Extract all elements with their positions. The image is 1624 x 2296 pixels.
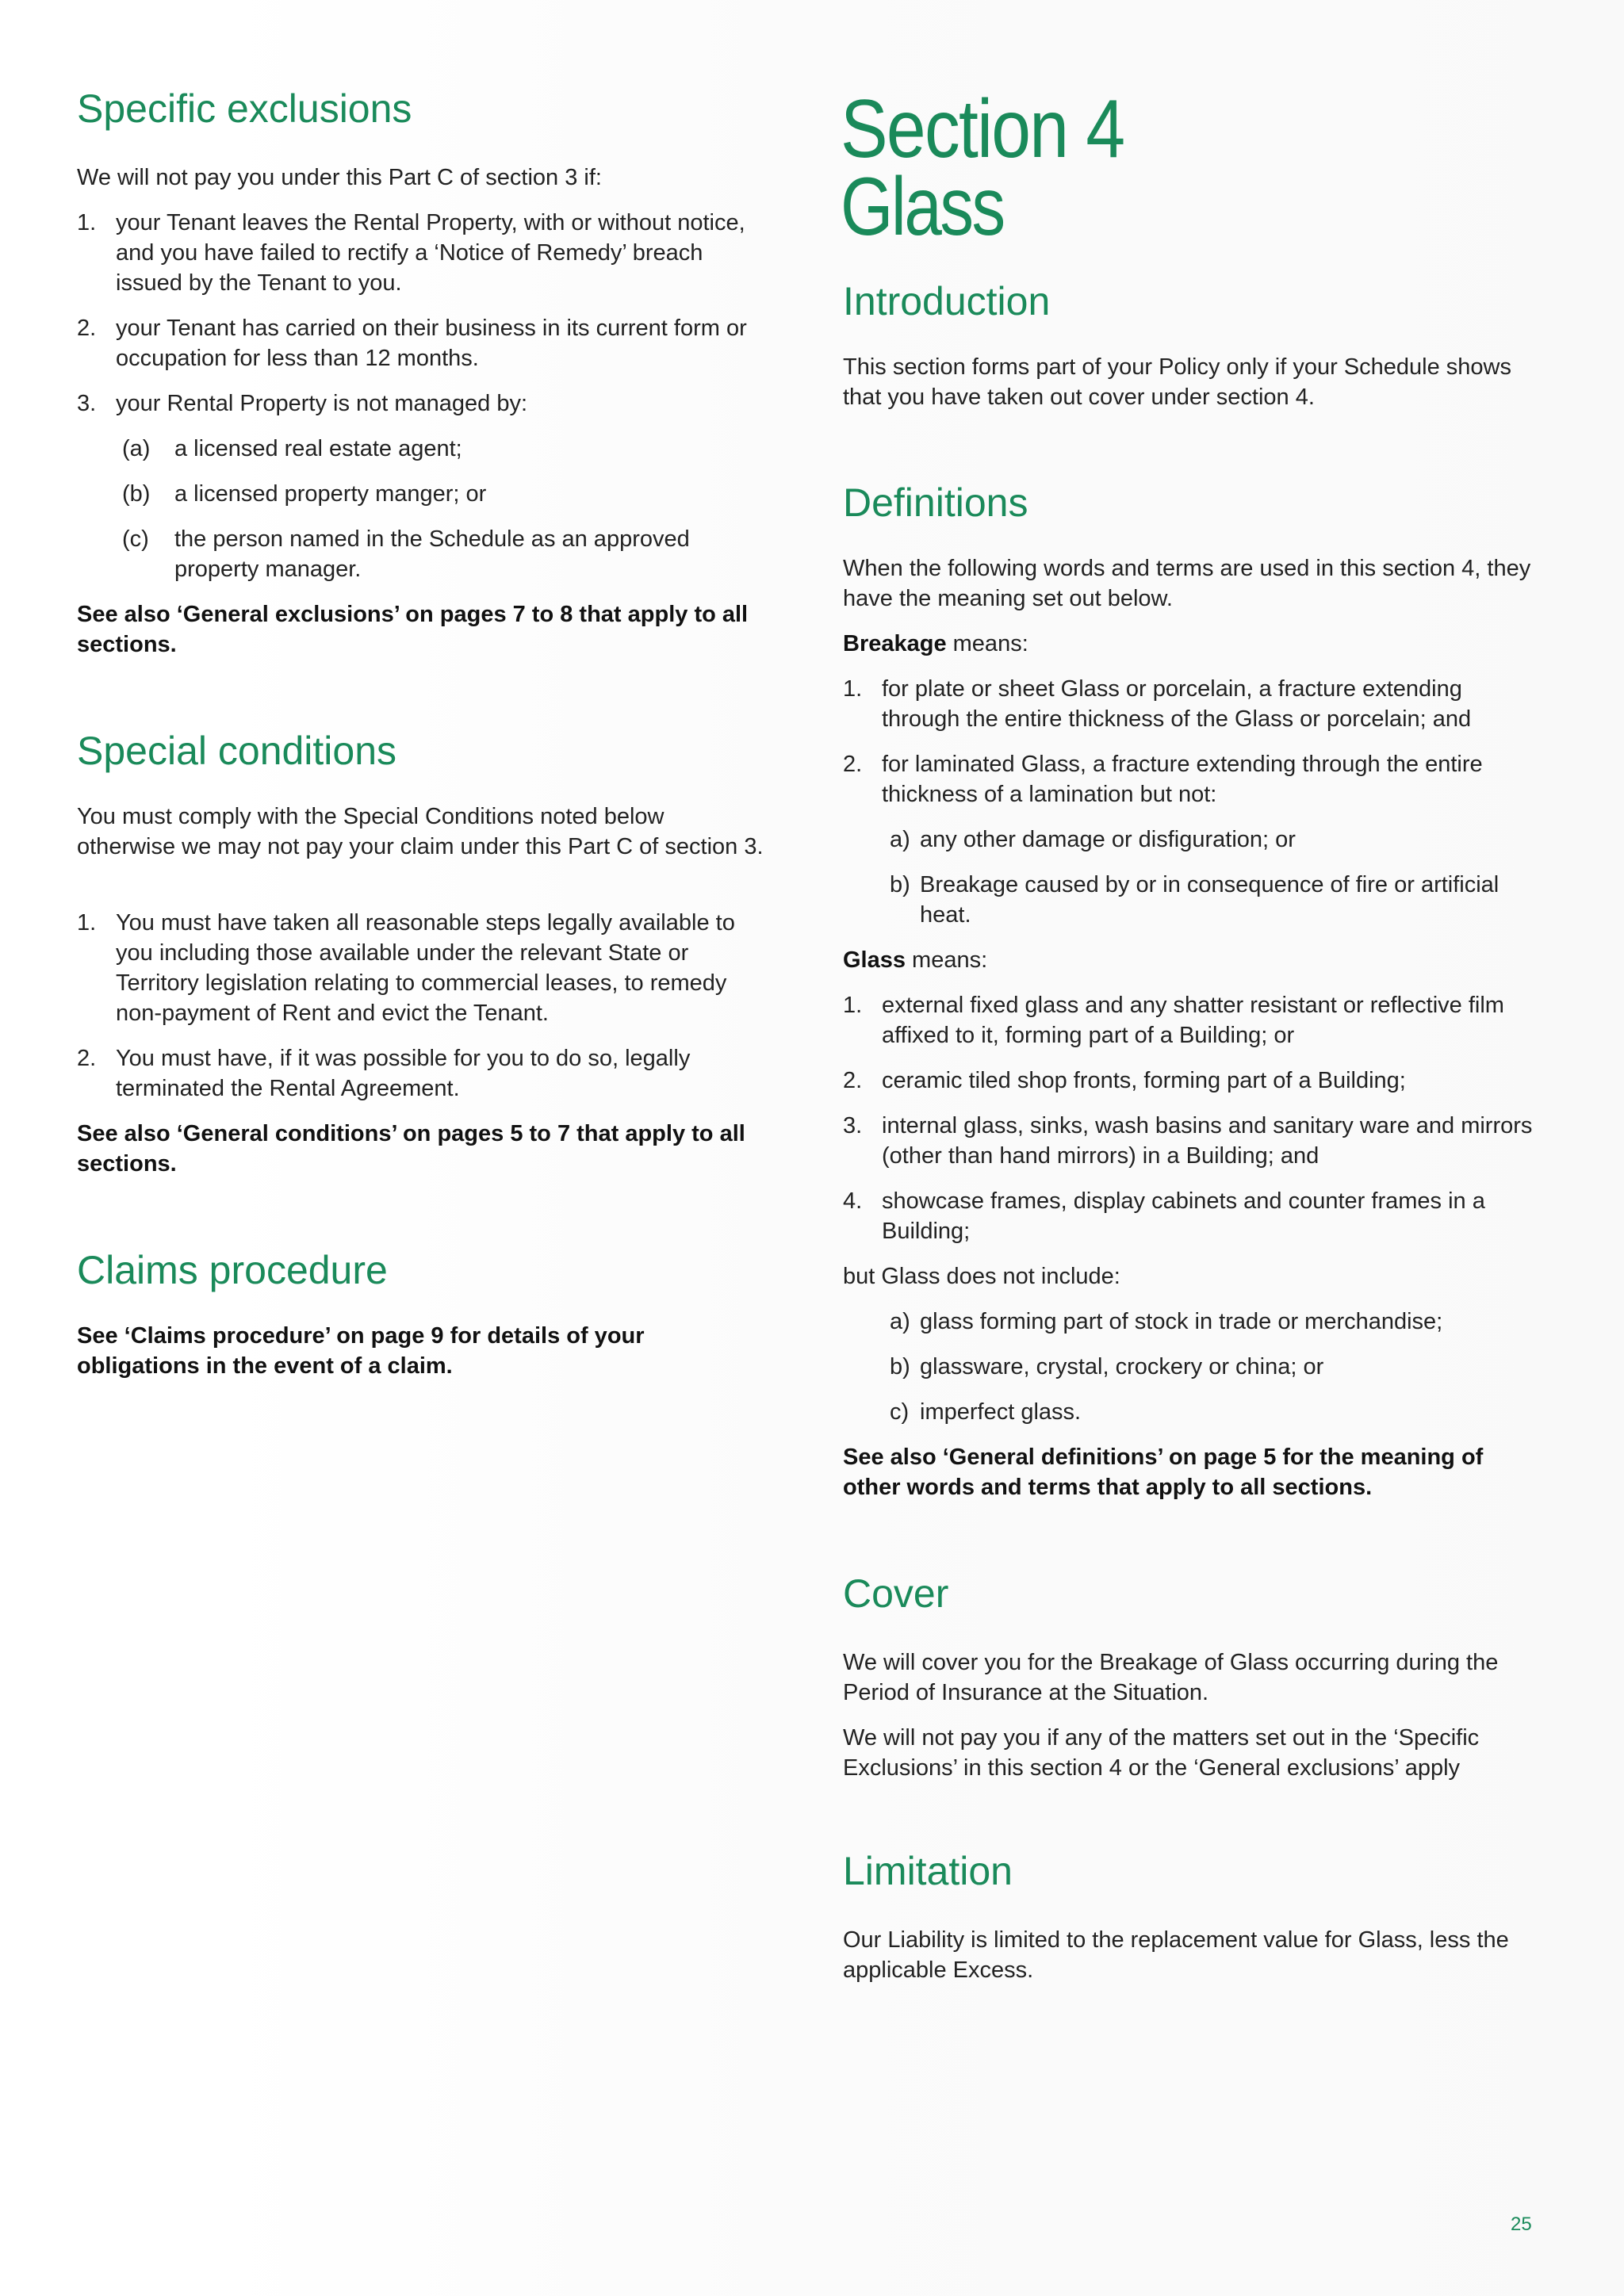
list-item (843, 749, 1541, 809)
list-number: 1. (77, 910, 97, 936)
heading-specific-exclusions: Specific exclusions (77, 86, 412, 131)
list-number: 4. (843, 1188, 863, 1214)
list-text: internal glass, sinks, wash basins and sanitary ware and mirrors (other than hand mirrors) in a Building; and (882, 1113, 1533, 1169)
list-number: (c) (122, 526, 149, 552)
list-item (843, 1111, 1541, 1171)
list-text: showcase frames, display cabinets and counter frames in a Building; (882, 1188, 1485, 1244)
heading-special-conditions: Special conditions (77, 729, 397, 773)
list-text: any other damage or disfiguration; or (920, 827, 1296, 852)
term-glass: Glass (843, 947, 906, 973)
list-item (843, 1186, 1541, 1246)
list-number: 3. (77, 391, 97, 416)
list-text: a licensed property manger; or (174, 481, 487, 507)
see-also-general-conditions: See also ‘General conditions’ on pages 5 to 7 that apply to all sections. (77, 1121, 745, 1177)
list-item (843, 1066, 1541, 1096)
list-subitem (77, 524, 767, 584)
list-number: b) (890, 872, 910, 897)
list-number: 2. (77, 1046, 97, 1071)
list-text: your Tenant leaves the Rental Property, with or without notice, and you have failed to rectify a ‘Notice of Remedy’ breach issued by the Tenant to you. (116, 210, 745, 296)
list-item (77, 208, 767, 298)
list-number: c) (890, 1399, 910, 1425)
heading-definitions: Definitions (843, 480, 1028, 525)
list-number: 1. (843, 676, 863, 702)
list-text: your Rental Property is not managed by: (116, 391, 528, 416)
heading-limitation: Limitation (843, 1849, 1013, 1893)
list-number: a) (890, 827, 910, 852)
list-number: 1. (77, 210, 97, 235)
list-subitem (77, 479, 767, 509)
limitation-text: Our Liability is limited to the replacement value for Glass, less the applicable Excess. (843, 1927, 1509, 1983)
special-conditions-intro: You must comply with the Special Conditions noted below otherwise we may not pay your claim under this Part C of section 3. (77, 804, 764, 859)
list-subitem (843, 1307, 1541, 1337)
list-number: 1. (843, 993, 863, 1018)
definitions-intro: When the following words and terms are used in this section 4, they have the meaning set out below. (843, 556, 1531, 611)
breakage-definition-label (843, 629, 1541, 659)
list-text: your Tenant has carried on their business in its current form or occupation for less than 12 months. (116, 316, 747, 371)
means-text: means: (906, 947, 988, 973)
list-text: a licensed real estate agent; (174, 436, 462, 461)
heading-claims-procedure: Claims procedure (77, 1248, 388, 1292)
claims-procedure-text: See ‘Claims procedure’ on page 9 for details of your obligations in the event of a claim. (77, 1323, 645, 1379)
list-number: b) (890, 1354, 910, 1380)
list-item (77, 388, 767, 419)
term-breakage: Breakage (843, 631, 947, 656)
list-item (77, 908, 767, 1028)
section-title: Section 4 (841, 83, 1124, 175)
cover-paragraph-1: We will cover you for the Breakage of Glass occurring during the Period of Insurance at the Situation. (843, 1650, 1499, 1705)
list-subitem (843, 1397, 1541, 1427)
cover-paragraph-2: We will not pay you if any of the matters set out in the ‘Specific Exclusions’ in this section 4 or the ‘General exclusions’ apply (843, 1725, 1480, 1781)
list-text: You must have, if it was possible for you to do so, legally terminated the Rental Agreement. (116, 1046, 691, 1101)
list-text: imperfect glass. (920, 1399, 1082, 1425)
list-text: glass forming part of stock in trade or merchandise; (920, 1309, 1443, 1334)
section-subtitle: Glass (841, 161, 1004, 253)
list-text: ceramic tiled shop fronts, forming part of a Building; (882, 1068, 1406, 1093)
list-text: for laminated Glass, a fracture extending through the entire thickness of a lamination but not: (882, 752, 1483, 807)
list-number: 2. (843, 1068, 863, 1093)
list-text: the person named in the Schedule as an approved property manager. (174, 526, 690, 582)
glass-exclude-intro: but Glass does not include: (843, 1264, 1120, 1289)
list-number: 2. (843, 752, 863, 777)
page-number: 25 (1511, 2214, 1532, 2235)
specific-exclusions-intro: We will not pay you under this Part C of section 3 if: (77, 165, 602, 190)
introduction-text: This section forms part of your Policy only if your Schedule shows that you have taken out cover under section 4. (843, 354, 1511, 410)
list-item (843, 674, 1541, 734)
list-text: external fixed glass and any shatter resistant or reflective film affixed to it, forming part of a Building; or (882, 993, 1504, 1048)
heading-introduction: Introduction (843, 279, 1051, 323)
see-also-general-definitions: See also ‘General definitions’ on page 5 for the meaning of other words and terms that apply to all sections. (843, 1445, 1484, 1500)
list-subitem (843, 870, 1541, 930)
list-text: You must have taken all reasonable steps legally available to you including those available under the relevant State or Territory legislation relating to commercial leases, to remedy non-payment of Rent and evict the Tenant. (116, 910, 735, 1026)
list-number: 2. (77, 316, 97, 341)
list-subitem (843, 1352, 1541, 1382)
list-number: (a) (122, 436, 151, 461)
see-also-general-exclusions: See also ‘General exclusions’ on pages 7 to 8 that apply to all sections. (77, 602, 749, 657)
glass-definition-label (843, 945, 1541, 975)
list-subitem (77, 434, 767, 464)
list-text: for plate or sheet Glass or porcelain, a fracture extending through the entire thickness of the Glass or porcelain; and (882, 676, 1472, 732)
list-item (77, 313, 767, 373)
list-item (77, 1043, 767, 1104)
heading-cover: Cover (843, 1571, 949, 1616)
means-text: means: (946, 631, 1028, 656)
list-number: (b) (122, 481, 151, 507)
list-item (843, 990, 1541, 1050)
list-number: 3. (843, 1113, 863, 1138)
list-number: a) (890, 1309, 910, 1334)
list-text: Breakage caused by or in consequence of fire or artificial heat. (920, 872, 1500, 928)
list-subitem (843, 825, 1541, 855)
list-text: glassware, crystal, crockery or china; or (920, 1354, 1324, 1380)
